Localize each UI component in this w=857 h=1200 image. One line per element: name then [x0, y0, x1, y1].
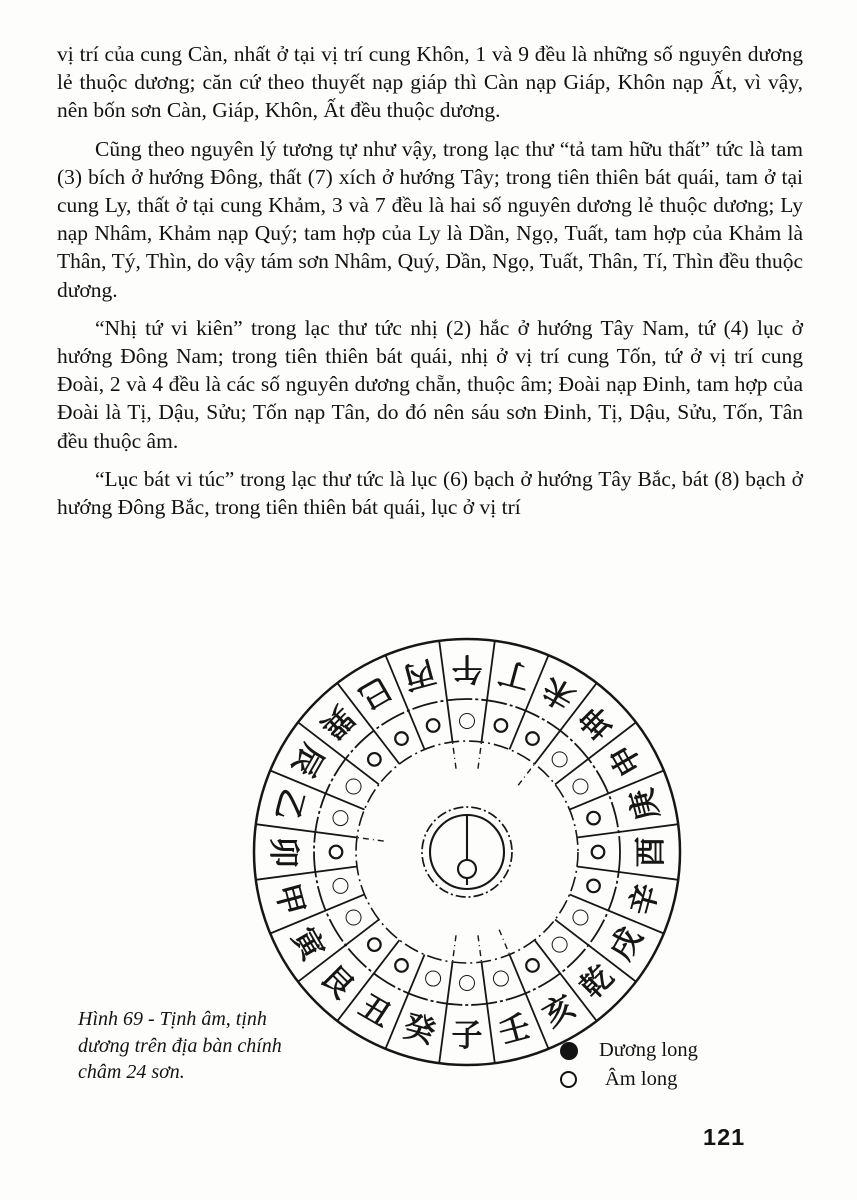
dragon-dot-shen: [573, 779, 588, 794]
dragon-dot-zi: [460, 976, 475, 991]
mountain-char-xu: 戌: [603, 921, 650, 967]
caption-line-3: châm 24 sơn.: [78, 1061, 185, 1083]
mountain-char-yin: 寅: [284, 921, 331, 967]
yang-dragon-dot-icon: [560, 1042, 578, 1060]
dragon-dot-kun: [552, 752, 567, 767]
dragon-dot-bing: [427, 719, 440, 732]
figure-legend: [558, 1036, 698, 1094]
dash-tick: [478, 935, 481, 961]
sector-divider: [481, 962, 494, 1063]
legend-row-yin: [558, 1065, 698, 1094]
mountain-char-ding: 丁: [494, 652, 535, 696]
dragon-dot-xun: [368, 753, 381, 766]
mountain-char-yi: 乙: [267, 784, 311, 825]
mountain-char-geng: 庚: [623, 784, 667, 825]
dragon-dot-chen: [346, 779, 361, 794]
yin-dragon-dot-icon: [560, 1071, 577, 1088]
paragraph-4: “Lục bát vi túc” trong lạc thư tức là lục (6) bạch ở hướng Tây Bắc, bát (8) bạch ở hướng Đông Bắc, trong tiên thiên bát quái, lục ở vị trí: [57, 466, 803, 520]
dragon-dot-geng: [587, 812, 600, 825]
sector-divider: [256, 866, 357, 879]
mountain-char-xin: 辛: [623, 879, 667, 920]
dragon-dot-gen: [368, 938, 381, 951]
dragon-dot-ding: [495, 719, 508, 732]
mountain-char-hai: 亥: [536, 988, 582, 1035]
paragraph-1: vị trí của cung Càn, nhất ở tại vị trí cung Khôn, 1 và 9 đều là những số nguyên dương lẻ thuộc dương; căn cứ theo thuyết nạp giáp thì Càn nạp Giáp, Khôn nạp Ất, vì vậy, nên bốn sơn Càn, Giáp, Khôn, Ất đều thuộc dương.: [57, 42, 803, 123]
mountain-char-chou: 丑: [352, 988, 398, 1035]
dash-tick: [453, 935, 456, 961]
mountain-char-gui: 癸: [399, 1008, 440, 1052]
mountain-char-you: 酉: [633, 836, 669, 868]
needle-pivot: [458, 860, 476, 878]
dragon-dot-mao: [330, 846, 343, 859]
sector-divider: [577, 824, 678, 837]
sector-divider: [439, 641, 452, 742]
dash-tick: [453, 743, 456, 769]
mountain-char-gen: 艮: [313, 958, 361, 1006]
dragon-dot-wei: [526, 732, 539, 745]
dragon-dot-gui: [426, 971, 441, 986]
mountain-char-shen: 申: [603, 737, 650, 783]
sector-divider: [439, 962, 452, 1063]
mountain-char-kun: 坤: [573, 698, 621, 746]
caption-line-1: Hình 69 - Tịnh âm, tịnh: [78, 1008, 267, 1030]
mountain-char-wei: 未: [536, 669, 582, 716]
caption-line-2: dương trên địa bàn chính: [78, 1034, 282, 1057]
dragon-dot-jia: [333, 878, 348, 893]
sector-divider: [481, 641, 494, 742]
dash-tick: [518, 765, 534, 786]
paragraph-2: Cũng theo nguyên lý tương tự như vậy, trong lạc thư “tả tam hữu thất” tức là tam (3) bích ở hướng Đông, thất (7) xích ở hướng Tây; trong tiên thiên bát quái, tam ở tại cung Ly, thất ở tại cung Khảm, 3 và 7 đều là hai số nguyên dương lẻ thuộc dương; Ly nạp Nhâm, Khảm nạp Quý; tam hợp của Ly là Dần, Ngọ, Tuất, tam hợp của Khảm là Thân, Tý, Thìn, do vậy tám sơn Nhâm, Quý, Dần, Ngọ, Tuất, Thân, Tí, Thìn đều thuộc dương.: [57, 136, 803, 302]
dragon-dot-wu: [460, 714, 475, 729]
mountain-char-qian: 乾: [573, 958, 621, 1006]
sector-divider: [256, 824, 357, 837]
legend-label-yin: Âm long: [605, 1068, 678, 1090]
mountain-char-jia: 甲: [267, 879, 311, 920]
mountain-char-wu: 午: [451, 650, 483, 686]
mountain-char-bing: 丙: [399, 652, 440, 696]
sector-divider: [577, 866, 678, 879]
mountain-char-zi: 子: [451, 1018, 483, 1054]
dragon-dot-yi: [333, 811, 348, 826]
dragon-dot-yin: [346, 910, 361, 925]
dragon-dot-si: [395, 732, 408, 745]
legend-row-yang: [558, 1036, 698, 1065]
dragon-dot-ren: [493, 971, 508, 986]
mountain-char-ren: 壬: [494, 1008, 535, 1052]
mountain-char-si: 巳: [352, 669, 398, 716]
dragon-dot-chou: [395, 959, 408, 972]
dragon-dot-hai: [526, 959, 539, 972]
mountain-char-chen: 辰: [284, 737, 331, 783]
dash-tick: [478, 743, 481, 769]
dragon-dot-xu: [573, 910, 588, 925]
paragraph-3: “Nhị tứ vi kiên” trong lạc thư tức nhị (2) hắc ở hướng Tây Nam, tứ (4) lục ở hướng Đông Nam; trong tiên thiên bát quái, nhị ở vị trí cung Tốn, tứ ở vị trí cung Đoài, 2 và 4 đều là các số nguyên dương chẵn, thuộc âm; Đoài nạp Đinh, tam hợp của Đoài là Tị, Dậu, Sửu; Tốn nạp Tân, do đó nên sáu sơn Đinh, Tị, Dậu, Sửu, Tốn, Tân đều thuộc âm.: [57, 315, 803, 453]
dragon-dot-you: [592, 846, 605, 859]
dash-tick: [358, 838, 384, 841]
dash-tick: [499, 930, 509, 954]
figure-caption: [78, 1006, 348, 1086]
legend-label-yang: Dương long: [599, 1039, 698, 1061]
page-number: 121: [703, 1124, 746, 1150]
dragon-dot-xin: [587, 880, 600, 893]
mountain-char-xun: 巽: [313, 698, 361, 746]
dragon-dot-qian: [552, 937, 567, 952]
mountain-char-mao: 卯: [265, 836, 301, 868]
body-text: [57, 40, 803, 531]
